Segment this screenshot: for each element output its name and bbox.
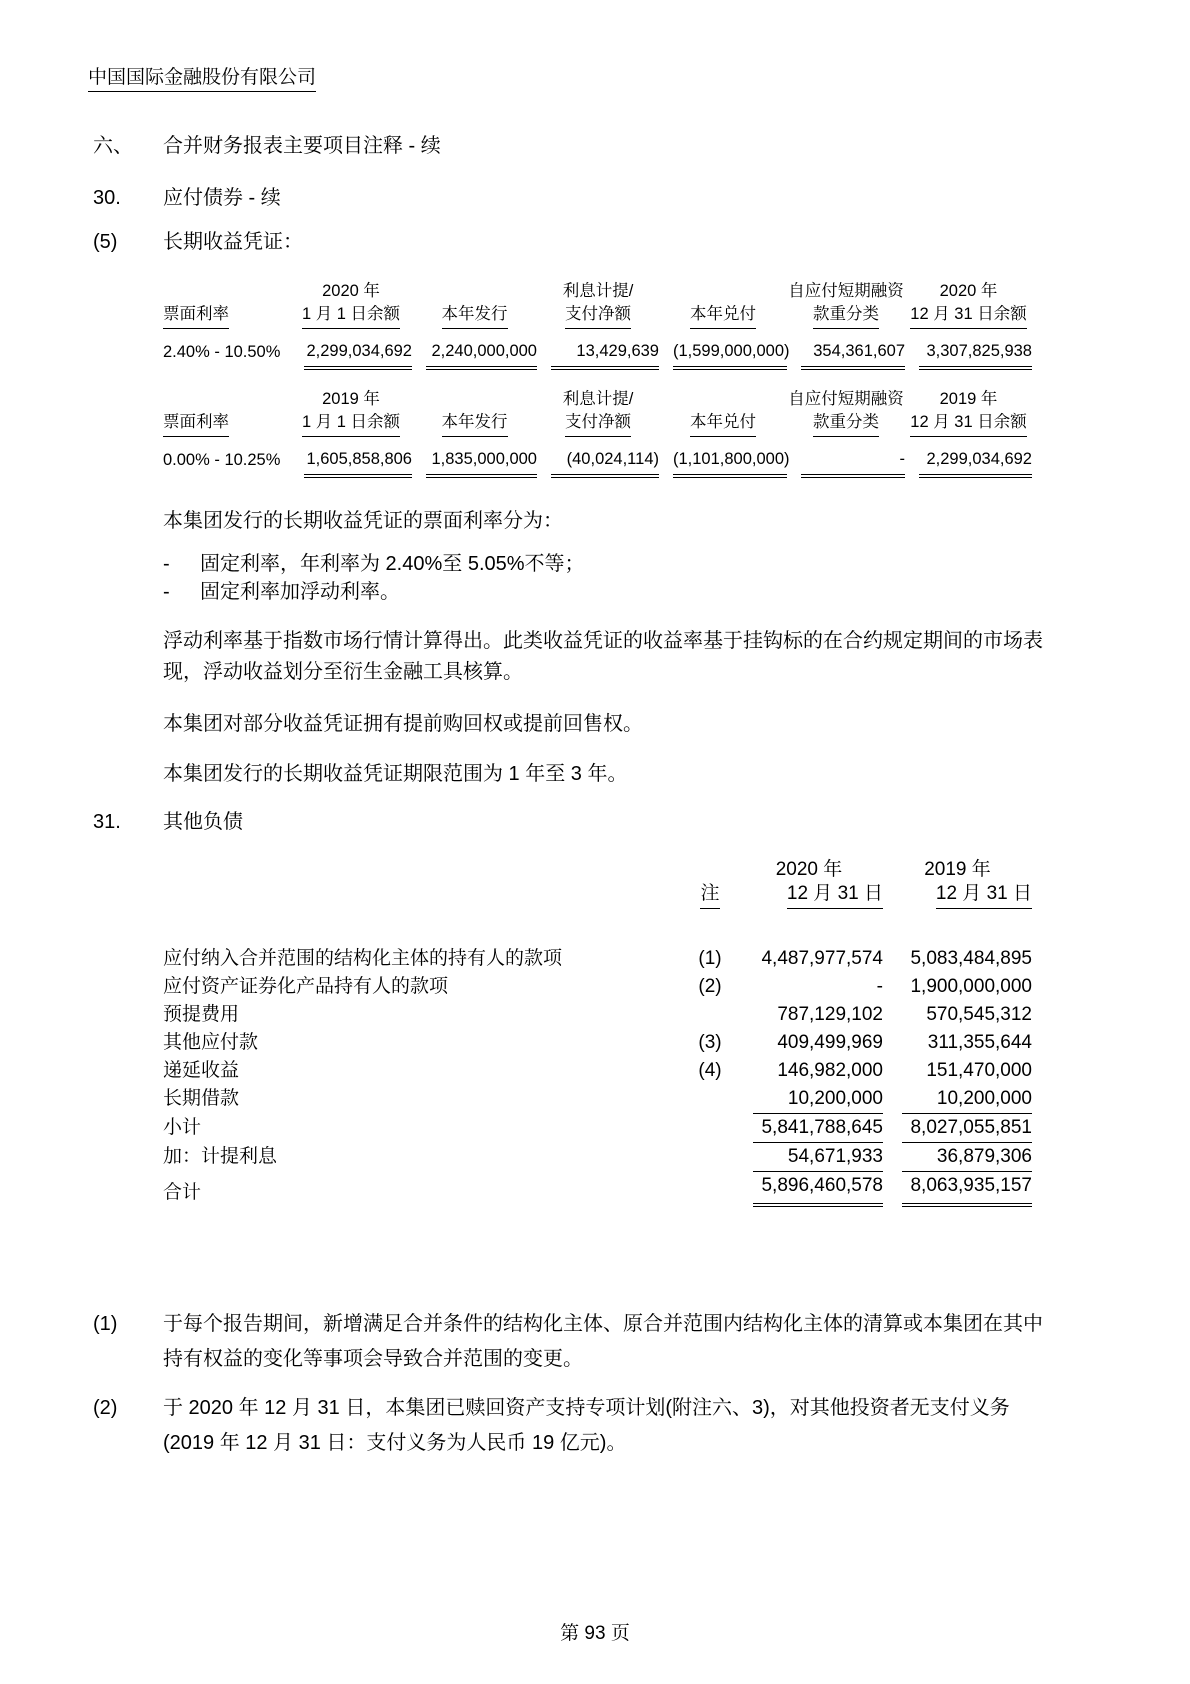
subtotal-label: 小计 (163, 1117, 202, 1138)
liability-2019: 5,083,484,895 (910, 948, 1032, 969)
cell-redeemed: (1,599,000,000) (659, 329, 787, 370)
section-number: 六、 (93, 135, 133, 157)
paragraph-term-range: 本集团发行的长期收益凭证期限范围为 1 年至 3 年。 (163, 763, 628, 785)
col-header-year-open: 2020 年 (322, 282, 380, 300)
liability-row (163, 1085, 1032, 1113)
liability-note: (4) (698, 1060, 722, 1081)
col-header-year-2019: 2019 年 (924, 859, 991, 880)
empty-cell (163, 280, 290, 303)
liability-2020: 409,499,969 (777, 1032, 883, 1053)
cell-redeemed: (1,101,800,000) (659, 437, 787, 478)
cell-interest-net: (40,024,114) (537, 437, 659, 478)
section-heading-notes (93, 134, 1190, 158)
col-header-interest-line1: 利息计提/ (562, 390, 634, 408)
col-header-reclass-line1: 自应付短期融资 (788, 390, 904, 408)
col-header-closing-balance: 12 月 31 日余额 (905, 303, 1032, 329)
header-row-dates (163, 882, 1032, 909)
liability-2019: 311,355,644 (927, 1032, 1032, 1053)
liability-note: (1) (698, 948, 722, 969)
liability-note (685, 1001, 735, 1029)
empty-cell (163, 858, 685, 882)
cell-coupon-rate: 2.40% - 10.50% (163, 343, 281, 361)
footnote-2 (93, 1391, 1190, 1461)
liability-label: 应付资产证券化产品持有人的款项 (163, 976, 449, 997)
empty-cell (412, 280, 537, 303)
col-header-opening-balance: 1 月 1 日余额 (290, 411, 412, 437)
empty-cell (685, 858, 735, 882)
bullet-text: 固定利率，年利率为 2.40%至 5.05%不等； (200, 553, 585, 575)
col-header-redeemed: 本年兑付 (659, 411, 787, 437)
cell-interest-net: 13,429,639 (537, 329, 659, 370)
col-header-date-2020: 12 月 31 日 (735, 882, 883, 909)
liability-label: 递延收益 (163, 1060, 240, 1081)
header-row-years (163, 858, 1032, 882)
col-header-interest-line1: 利息计提/ (562, 282, 634, 300)
section-title: 合并财务报表主要项目注释 - 续 (163, 135, 441, 157)
subtotal-2019: 8,027,055,851 (883, 1113, 1032, 1142)
liability-label: 应付纳入合并范围的结构化主体的持有人的款项 (163, 948, 563, 969)
cell-coupon-rate: 0.00% - 10.25% (163, 451, 281, 469)
liability-note (685, 1113, 735, 1142)
section-title: 应付债券 - 续 (163, 187, 281, 209)
liability-note: (3) (698, 1032, 722, 1053)
empty-cell (659, 280, 787, 303)
cell-reclassified: 354,361,607 (787, 329, 905, 370)
section-heading-other-liabilities (93, 810, 1190, 834)
company-header (88, 62, 1190, 89)
liability-row (163, 1001, 1032, 1029)
liability-2019: 151,470,000 (926, 1060, 1032, 1081)
page-number: 第 93 页 (560, 1623, 630, 1644)
empty-cell (412, 388, 537, 411)
subtotal-2020: 5,841,788,645 (735, 1113, 883, 1142)
liability-2020: 54,671,933 (735, 1142, 883, 1171)
col-header-note: 注 (685, 882, 735, 909)
long-term-notes-table-2019 (163, 388, 1032, 478)
cell-issued: 2,240,000,000 (412, 329, 537, 370)
total-2020: 5,896,460,578 (735, 1171, 883, 1207)
section-number: 31. (93, 811, 121, 833)
liability-row (163, 1057, 1032, 1085)
liability-2019: 10,200,000 (936, 1088, 1032, 1109)
liability-note (685, 1171, 735, 1207)
empty-cell (659, 388, 787, 411)
col-header-interest-line2: 支付净额 (537, 411, 659, 437)
bullet-dash: - (163, 581, 170, 603)
liability-2019: 570,545,312 (926, 1004, 1032, 1025)
data-row-2019 (163, 437, 1032, 478)
section-heading-bonds-payable (93, 186, 1190, 210)
total-row (163, 1171, 1032, 1207)
data-row-2020 (163, 329, 1032, 370)
subsection-title: 长期收益凭证： (163, 231, 303, 253)
col-header-date-2019: 12 月 31 日 (883, 882, 1032, 909)
bullet-text: 固定利率加浮动利率。 (200, 581, 400, 603)
liability-note (685, 1142, 735, 1171)
header-row-top (163, 280, 1032, 303)
cell-closing-balance: 3,307,825,938 (905, 329, 1032, 370)
liability-2020: - (876, 976, 883, 997)
bullet-fixed-rate (163, 550, 1190, 578)
long-term-notes-table-2020 (163, 280, 1032, 370)
section-number: 30. (93, 187, 121, 209)
empty-cell (163, 388, 290, 411)
footnote-number: (2) (93, 1397, 118, 1419)
liability-label: 其他应付款 (163, 1032, 259, 1053)
liability-label: 长期借款 (163, 1088, 240, 1109)
col-header-coupon-rate: 票面利率 (163, 411, 290, 437)
liability-label: 加：计提利息 (163, 1146, 278, 1167)
subsection-heading-long-term-notes (93, 230, 1190, 254)
liability-2019: 36,879,306 (883, 1142, 1032, 1171)
other-liabilities-table (163, 858, 1032, 1207)
cell-reclassified: - (787, 437, 905, 478)
header-row-bottom (163, 411, 1032, 437)
bullet-dash: - (163, 553, 170, 575)
footnote-1 (93, 1307, 1190, 1377)
col-header-reclass-line1: 自应付短期融资 (788, 282, 904, 300)
liability-note (685, 1085, 735, 1113)
subtotal-row (163, 1113, 1032, 1142)
total-label: 合计 (163, 1182, 202, 1203)
col-header-reclass-line2: 款重分类 (787, 411, 905, 437)
col-header-redeemed: 本年兑付 (659, 303, 787, 329)
footnote-text: 于每个报告期间，新增满足合并条件的结构化主体、原合并范围内结构化主体的清算或本集团在其中持有权益的变化等事项会导致合并范围的变更。 (163, 1313, 1043, 1370)
col-header-opening-balance: 1 月 1 日余额 (290, 303, 412, 329)
liability-2020: 10,200,000 (787, 1088, 883, 1109)
col-header-year-2020: 2020 年 (775, 859, 843, 880)
company-name: 中国国际金融股份有限公司 (88, 67, 316, 92)
bullet-list (0, 550, 1190, 606)
liability-2019: 1,900,000,000 (910, 976, 1032, 997)
subsection-number: (5) (93, 231, 118, 253)
liability-row (163, 1029, 1032, 1057)
footnote-text: 于 2020 年 12 月 31 日，本集团已赎回资产支持专项计划(附注六、3)，对其他投资者无支付义务(2019 年 12 月 31 日：支付义务为人民币 19 亿元)。 (163, 1397, 1010, 1454)
total-2019: 8,063,935,157 (883, 1171, 1032, 1207)
col-header-issued: 本年发行 (412, 411, 537, 437)
empty-cell (163, 882, 685, 909)
liability-row (163, 973, 1032, 1001)
col-header-coupon-rate: 票面利率 (163, 303, 290, 329)
col-header-year-close: 2019 年 (939, 390, 998, 408)
col-header-year-close: 2020 年 (939, 282, 998, 300)
col-header-closing-balance: 12 月 31 日余额 (905, 411, 1032, 437)
paragraph-floating-rate: 浮动利率基于指数市场行情计算得出。此类收益凭证的收益率基于挂钩标的在合约规定期间的市场表现，浮动收益划分至衍生金融工具核算。 (163, 630, 1043, 683)
accrued-interest-row (163, 1142, 1032, 1171)
paragraph-early-redemption: 本集团对部分收益凭证拥有提前购回权或提前回售权。 (163, 713, 643, 735)
paragraph-rate-intro: 本集团发行的长期收益凭证的票面利率分为： (163, 510, 563, 532)
col-header-interest-line2: 支付净额 (537, 303, 659, 329)
liability-row (163, 909, 1032, 973)
liability-2020: 4,487,977,574 (761, 948, 883, 969)
header-row-bottom (163, 303, 1032, 329)
cell-issued: 1,835,000,000 (412, 437, 537, 478)
cell-closing-balance: 2,299,034,692 (905, 437, 1032, 478)
liability-note: (2) (698, 976, 722, 997)
liability-2020: 787,129,102 (777, 1004, 883, 1025)
liability-label: 预提费用 (163, 1004, 240, 1025)
liability-2020: 146,982,000 (777, 1060, 883, 1081)
col-header-reclass-line2: 款重分类 (787, 303, 905, 329)
footnote-number: (1) (93, 1313, 118, 1335)
header-row-top (163, 388, 1032, 411)
cell-opening-balance: 1,605,858,806 (290, 437, 412, 478)
bullet-fixed-plus-floating (163, 578, 1190, 606)
col-header-year-open: 2019 年 (322, 390, 380, 408)
cell-opening-balance: 2,299,034,692 (290, 329, 412, 370)
section-title: 其他负债 (163, 811, 243, 833)
col-header-issued: 本年发行 (412, 303, 537, 329)
